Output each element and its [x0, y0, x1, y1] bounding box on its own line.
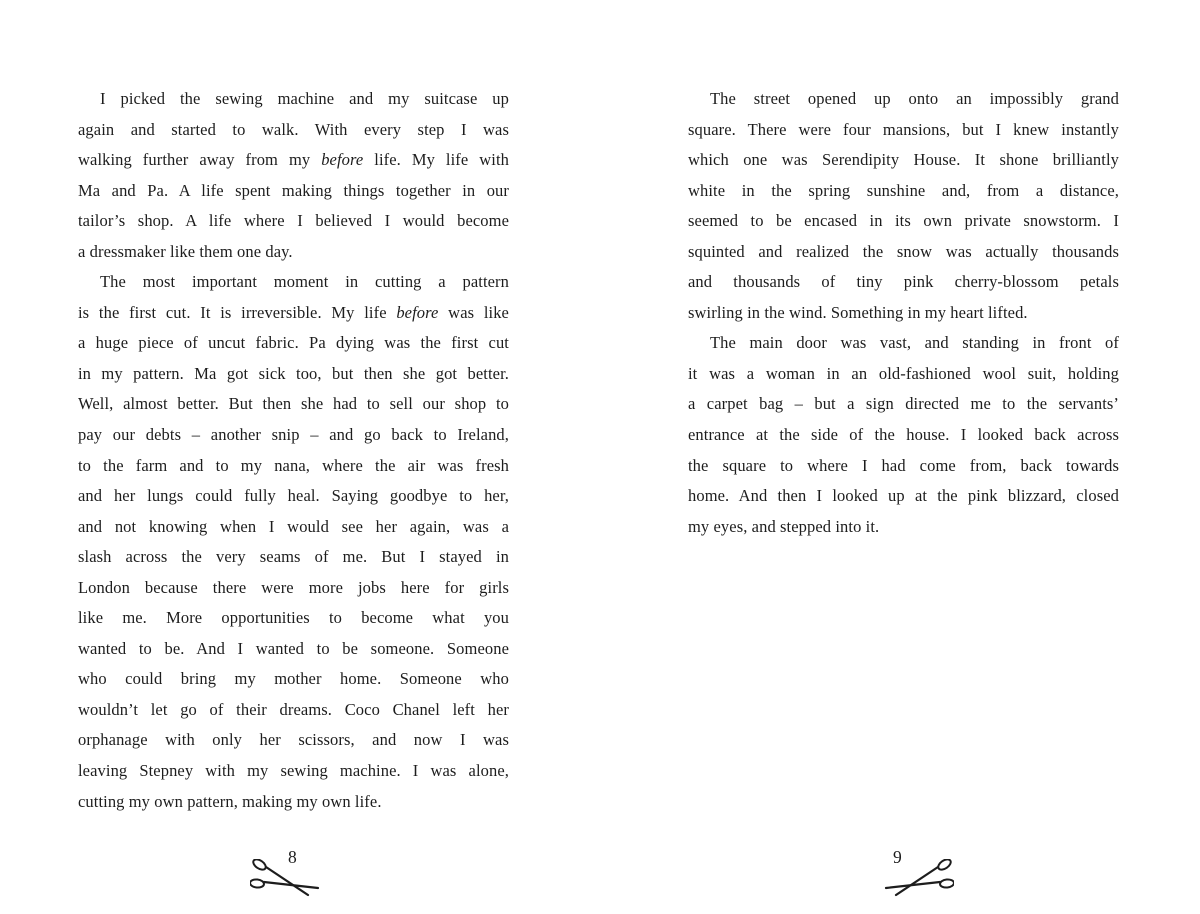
text-line: leaving Stepney with my sewing machine. I was alone, [78, 761, 509, 781]
text-line: seemed to be encased in its own private snowstorm. I [688, 211, 1119, 231]
text-line: Well, almost better. But then she had to sell our shop to [78, 394, 509, 414]
text-line: and not knowing when I would see her again, was a [78, 516, 509, 536]
text-line: walking further away from my before life. My life with [78, 150, 509, 170]
text-line: a dressmaker like them one day. [78, 241, 293, 261]
text-line: squinted and realized the snow was actually thousands [688, 241, 1119, 261]
text-line: again and started to walk. With every step I was [78, 119, 509, 139]
text-line: The most important moment in cutting a pattern [100, 272, 509, 292]
text-line: and her lungs could fully heal. Saying goodbye to her, [78, 486, 509, 506]
text-line: white in the spring sunshine and, from a distance, [688, 180, 1119, 200]
text-line: pay our debts – another snip – and go back to Ireland, [78, 425, 509, 445]
text-line: like me. More opportunities to become what you [78, 608, 509, 628]
text-line: in my pattern. Ma got sick too, but then she got better. [78, 363, 509, 383]
page-left-footer [248, 845, 330, 899]
page-number-left: 8 [288, 847, 297, 867]
text-line: a huge piece of uncut fabric. Pa dying was the first cut [78, 333, 509, 353]
text-line: which one was Serendipity House. It shone brilliantly [688, 150, 1119, 170]
text-line: cutting my own pattern, making my own life. [78, 791, 382, 811]
text-line: my eyes, and stepped into it. [688, 516, 880, 536]
text-line: London because there were more jobs here for girls [78, 577, 509, 597]
text-line: I picked the sewing machine and my suitcase up [100, 89, 509, 108]
text-line: wouldn’t let go of their dreams. Coco Chanel left her [78, 699, 509, 719]
text-line: wanted to be. And I wanted to be someone. Someone [78, 638, 509, 658]
text-line: square. There were four mansions, but I knew instantly [688, 119, 1119, 139]
text-line: home. And then I looked up at the pink blizzard, closed [688, 486, 1119, 506]
text-line: to the farm and to my nana, where the air was fresh [78, 455, 509, 475]
page-right-footer [880, 845, 962, 899]
scissors-icon [882, 859, 954, 897]
text-line: a carpet bag – but a sign directed me to the servants’ [688, 394, 1119, 414]
text-line: slash across the very seams of me. But I stayed in [78, 547, 509, 567]
text-line: who could bring my mother home. Someone who [78, 669, 509, 689]
text-line: orphanage with only her scissors, and now I was [78, 730, 509, 750]
text-line: The street opened up onto an impossibly grand [710, 89, 1119, 108]
text-line: The main door was vast, and standing in front of [710, 333, 1119, 353]
page-left-text-block [78, 84, 509, 817]
page-right-text-block [688, 84, 1119, 542]
text-line: it was a woman in an old-fashioned wool suit, holding [688, 363, 1119, 383]
text-line: the square to where I had come from, back towards [688, 455, 1119, 475]
text-line: swirling in the wind. Something in my heart lifted. [688, 302, 1028, 322]
page-number-right: 9 [893, 847, 902, 867]
scissors-icon [250, 859, 322, 897]
text-line: Ma and Pa. A life spent making things together in our [78, 180, 509, 200]
text-line: entrance at the side of the house. I looked back across [688, 425, 1119, 445]
text-line: is the first cut. It is irreversible. My life before was like [78, 302, 509, 322]
text-line: tailor’s shop. A life where I believed I would become [78, 211, 509, 231]
text-line: and thousands of tiny pink cherry-blossom petals [688, 272, 1119, 292]
